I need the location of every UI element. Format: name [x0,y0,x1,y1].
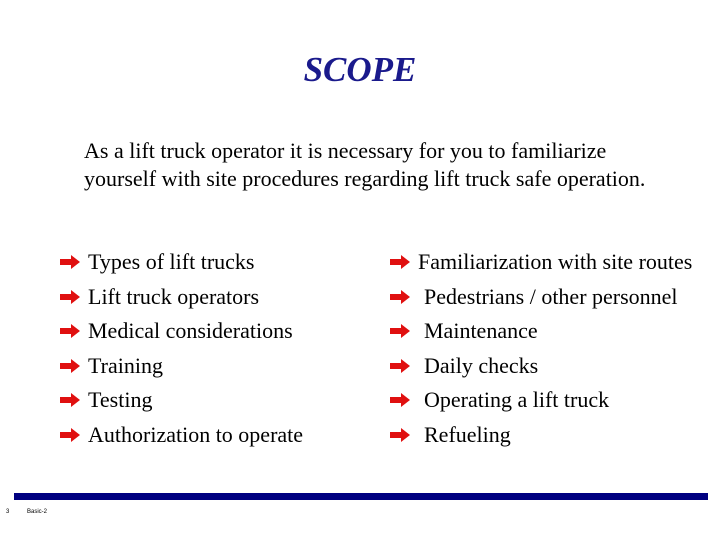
slide-code: Basic-2 [27,509,48,515]
intro-line-1: As a lift truck operator it is necessary for you to familiarize [84,138,607,163]
list-item-label: Medical considerations [88,318,293,344]
list-item-label: Maintenance [424,318,538,344]
right-arrow-icon [60,290,80,304]
right-arrow-icon [390,428,410,442]
list-item [60,383,303,418]
right-arrow-icon [60,255,80,269]
list-item-label: Training [88,352,163,378]
list-item [390,314,692,349]
page-title: SCOPE [303,50,417,89]
intro-paragraph [84,137,704,193]
list-item [390,418,692,453]
right-arrow-icon [390,324,410,338]
right-arrow-icon [390,359,410,373]
right-arrow-icon [60,359,80,373]
list-item [60,418,303,453]
list-item [390,349,692,384]
right-arrow-icon [60,324,80,338]
list-item [390,280,692,315]
list-item-label: Lift truck operators [88,283,260,309]
footer-divider-bar [14,493,708,500]
list-item-label: Authorization to operate [88,421,304,447]
page-number: 3 [6,509,10,515]
right-arrow-icon [60,428,80,442]
right-arrow-icon [60,393,80,407]
list-item [60,314,303,349]
list-item-label: Operating a lift truck [424,387,610,413]
list-item-label: Testing [88,387,153,413]
right-arrow-icon [390,290,410,304]
list-item-label: Daily checks [424,352,539,378]
list-item-label: Types of lift trucks [88,249,255,275]
right-arrow-icon [390,393,410,407]
list-item [60,280,303,315]
list-item-label: Pedestrians / other personnel [424,283,678,309]
left-bullet-list [60,245,303,452]
intro-line-2: yourself with site procedures regarding lift truck safe operation. [84,166,646,191]
right-arrow-icon [390,255,410,269]
list-item-label: Refueling [424,421,511,447]
list-item-label: Familiarization with site routes [418,249,693,275]
list-item [390,245,692,280]
right-bullet-list [390,245,692,452]
list-item [390,383,692,418]
list-item [60,245,303,280]
list-item [60,349,303,384]
